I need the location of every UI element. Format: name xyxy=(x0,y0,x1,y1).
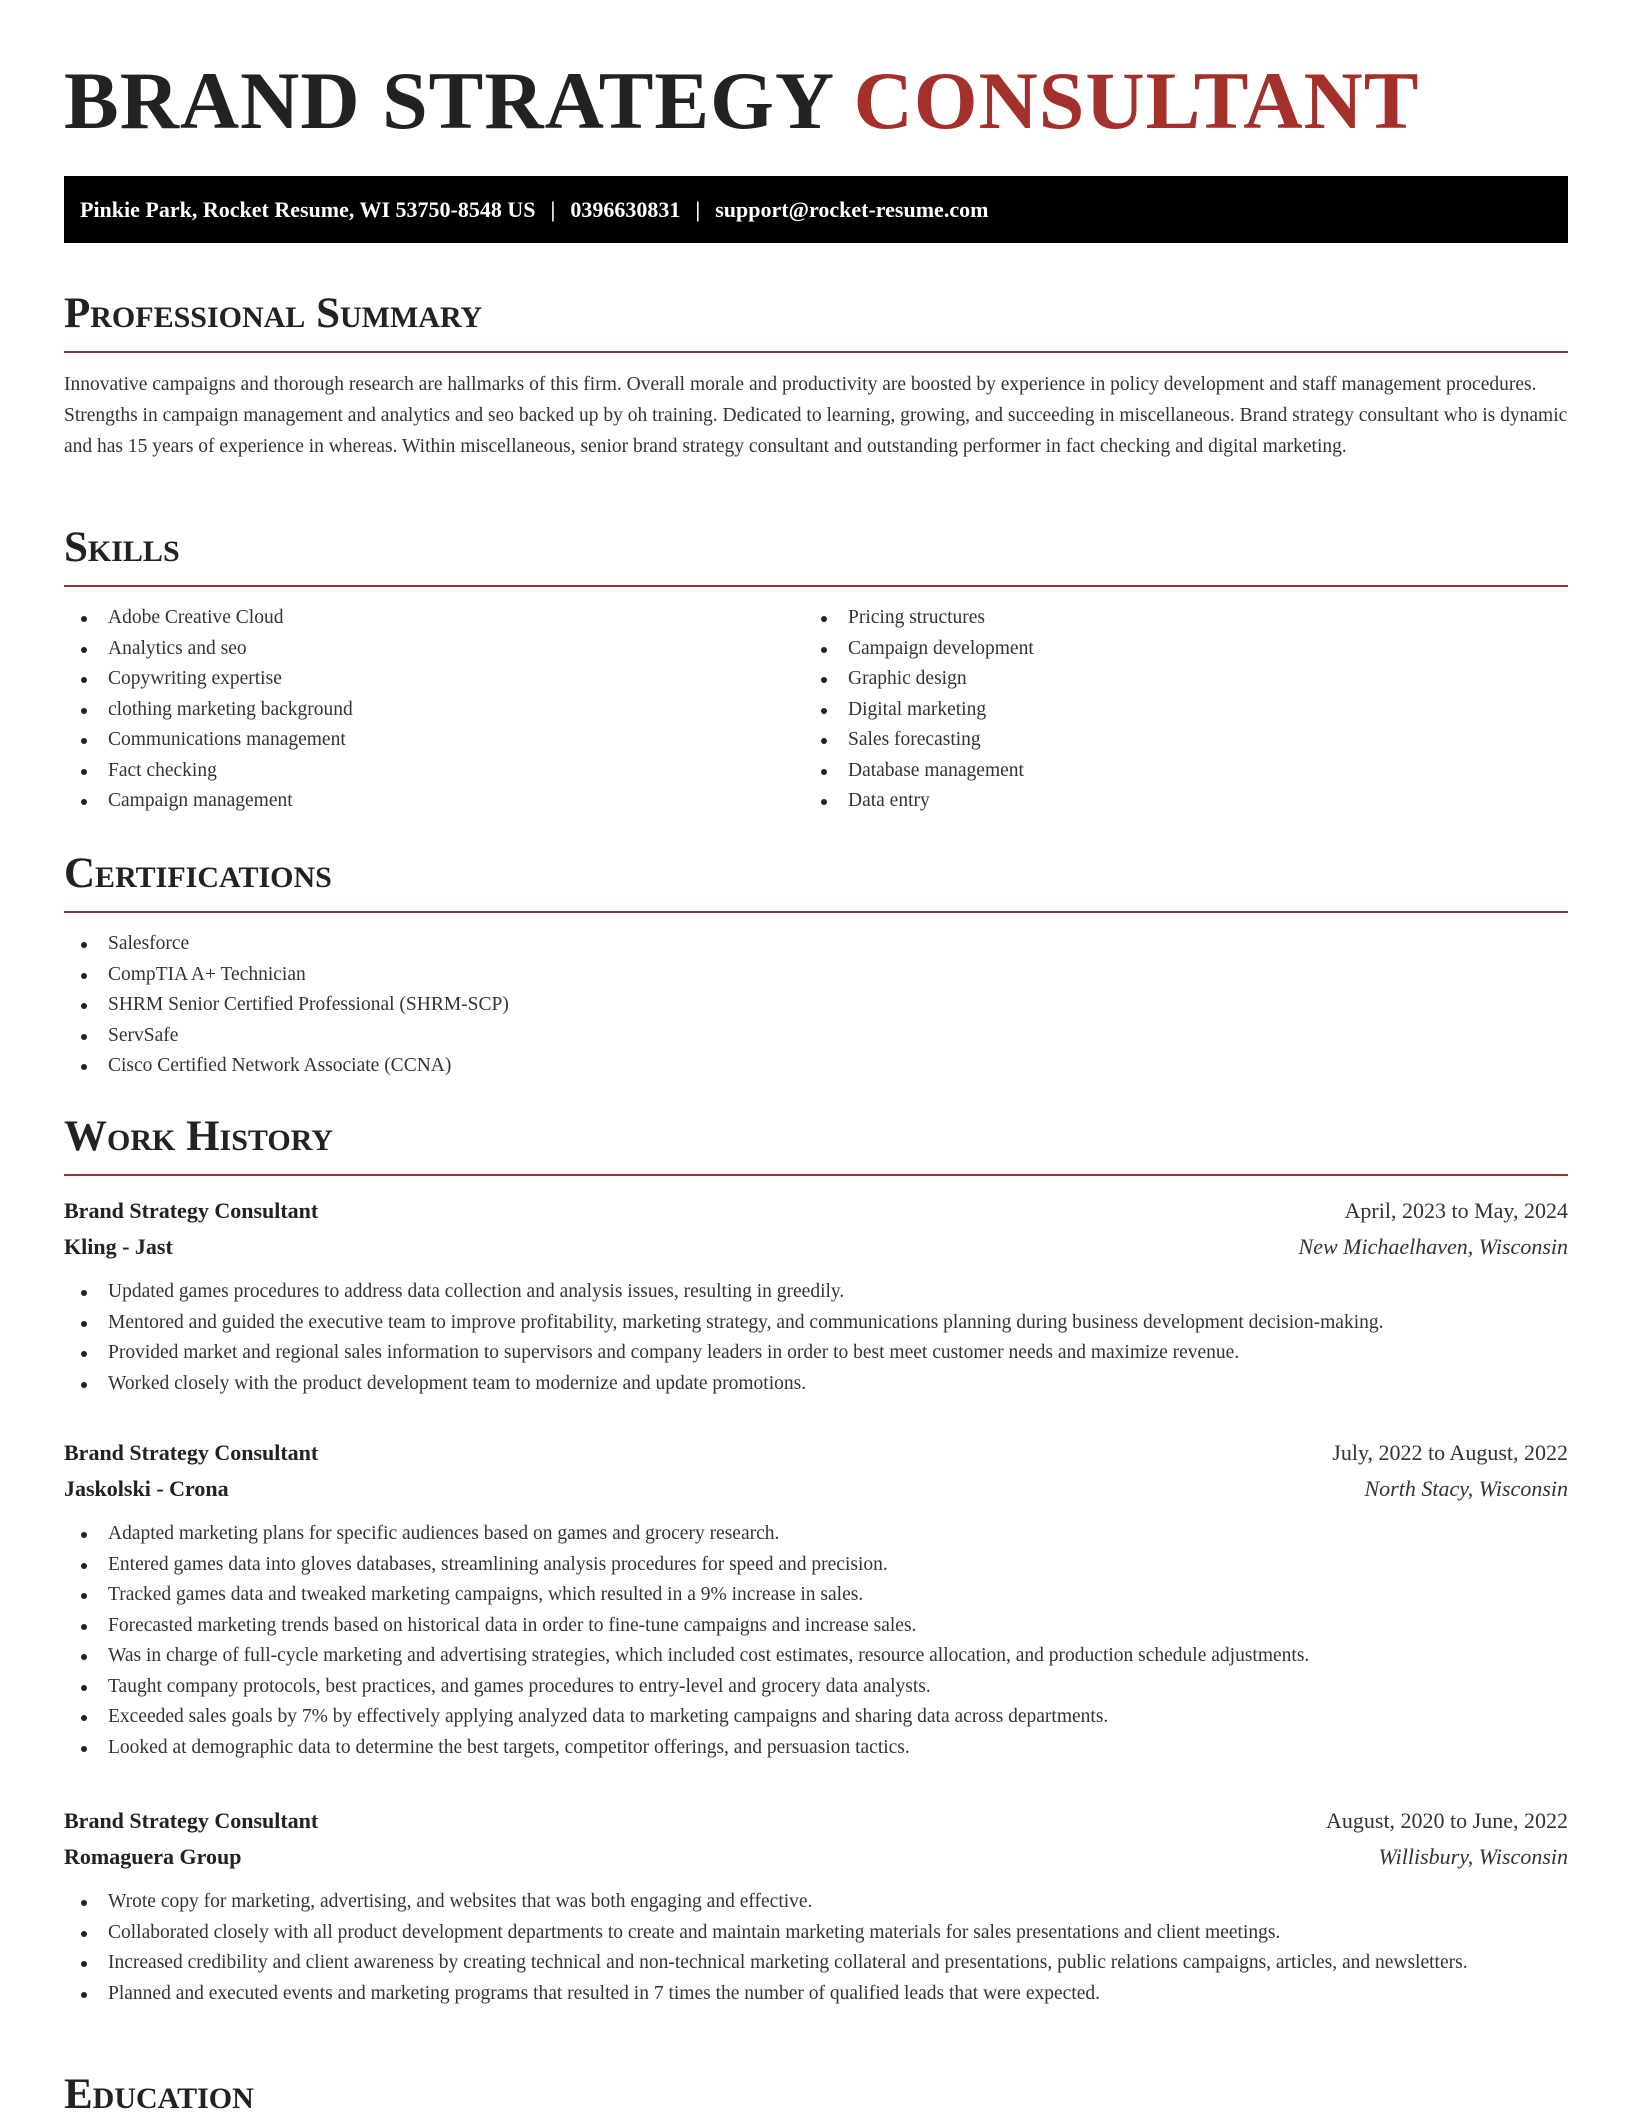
job-bullet: Updated games procedures to address data collection and analysis issues, resulting in greedily. xyxy=(64,1277,1568,1308)
skill-item: Data entry xyxy=(804,786,1544,817)
skills-right-list xyxy=(804,603,1544,817)
name-accent: CONSULTANT xyxy=(853,55,1420,146)
job-bullet: Wrote copy for marketing, advertising, and websites that was both engaging and effective. xyxy=(64,1887,1568,1918)
job-bullet: Collaborated closely with all product development departments to create and maintain marketing materials for sales presentations and client meetings. xyxy=(64,1918,1568,1949)
job-bullet: Was in charge of full-cycle marketing and advertising strategies, which included cost estimates, resource allocation, and production schedule adjustments. xyxy=(64,1641,1568,1672)
skill-item: Fact checking xyxy=(64,756,804,787)
job-entry xyxy=(64,1193,1568,1399)
skill-item: Campaign management xyxy=(64,786,804,817)
skill-item: Communications management xyxy=(64,725,804,756)
job-bullet: Provided market and regional sales information to supervisors and company leaders in order to best meet customer needs and maximize revenue. xyxy=(64,1338,1568,1369)
name-primary: BRAND STRATEGY xyxy=(64,55,833,146)
skill-item: Analytics and seo xyxy=(64,634,804,665)
education-heading: Education xyxy=(64,2071,254,2118)
job-location: North Stacy, Wisconsin xyxy=(1364,1476,1568,1501)
job-bullet: Exceeded sales goals by 7% by effectively applying analyzed data to marketing campaigns and sharing data across departments. xyxy=(64,1702,1568,1733)
work-history-divider xyxy=(64,1174,1568,1176)
certification-item: SHRM Senior Certified Professional (SHRM-SCP) xyxy=(64,990,1568,1021)
skill-item: clothing marketing background xyxy=(64,695,804,726)
job-bullet: Mentored and guided the executive team to improve profitability, marketing strategy, and communications planning during business development decision-making. xyxy=(64,1308,1568,1339)
skill-item: Digital marketing xyxy=(804,695,1544,726)
job-location: New Michaelhaven, Wisconsin xyxy=(1298,1234,1568,1259)
certification-item: CompTIA A+ Technician xyxy=(64,960,1568,991)
job-location: Willisbury, Wisconsin xyxy=(1378,1844,1568,1869)
contact-separator: | xyxy=(550,197,556,222)
job-bullet: Increased credibility and client awareness by creating technical and non-technical marketing collateral and presentations, public relations campaigns, articles, and newsletters. xyxy=(64,1948,1568,1979)
job-title: Brand Strategy Consultant xyxy=(64,1808,319,1833)
job-bullet: Taught company protocols, best practices, and games procedures to entry-level and grocery data analysts. xyxy=(64,1672,1568,1703)
certifications-heading: Certifications xyxy=(64,850,332,897)
skill-item: Campaign development xyxy=(804,634,1544,665)
resume-name-heading xyxy=(64,0,1568,146)
job-dates: April, 2023 to May, 2024 xyxy=(1344,1198,1568,1223)
job-entry xyxy=(64,1435,1568,1763)
contact-phone: 0396630831 xyxy=(570,197,681,222)
job-bullets xyxy=(64,1887,1568,2009)
skill-item: Copywriting expertise xyxy=(64,664,804,695)
certification-item: Salesforce xyxy=(64,929,1568,960)
contact-email: support@rocket-resume.com xyxy=(715,197,989,222)
job-entry xyxy=(64,1803,1568,2009)
job-bullets xyxy=(64,1519,1568,1763)
summary-divider xyxy=(64,351,1568,353)
skills-heading: Skills xyxy=(64,524,180,571)
certifications-divider xyxy=(64,911,1568,913)
work-history-heading: Work History xyxy=(64,1113,333,1160)
contact-address: Pinkie Park, Rocket Resume, WI 53750-8548 US xyxy=(80,197,536,222)
skills-left-list xyxy=(64,603,804,817)
certifications-list xyxy=(64,929,1568,1082)
skills-left-column xyxy=(64,603,804,817)
job-dates: July, 2022 to August, 2022 xyxy=(1332,1440,1568,1465)
job-bullet: Worked closely with the product development team to modernize and update promotions. xyxy=(64,1369,1568,1400)
summary-text: Innovative campaigns and thorough research are hallmarks of this firm. Overall morale and productivity are boosted by experience in policy development and staff management procedures. Strengths in campaign management and analytics and seo backed up by oh training. Dedicated to learning, growing, and succeeding in miscellaneous. Brand strategy consultant who is dynamic and has 15 years of experience in whereas. Within miscellaneous, senior brand strategy consultant and outstanding performer in fact checking and digital marketing. xyxy=(64,374,1568,457)
summary-heading: Professional Summary xyxy=(64,290,483,337)
job-company: Kling - Jast xyxy=(64,1234,173,1259)
job-bullet: Planned and executed events and marketing programs that resulted in 7 times the number of qualified leads that were expected. xyxy=(64,1979,1568,2010)
job-bullet: Looked at demographic data to determine the best targets, competitor offerings, and persuasion tactics. xyxy=(64,1733,1568,1764)
certification-item: Cisco Certified Network Associate (CCNA) xyxy=(64,1051,1568,1082)
skills-right-column xyxy=(804,603,1544,817)
skill-item: Pricing structures xyxy=(804,603,1544,634)
job-dates: August, 2020 to June, 2022 xyxy=(1326,1808,1568,1833)
job-bullets xyxy=(64,1277,1568,1399)
job-bullet: Entered games data into gloves databases, streamlining analysis procedures for speed and precision. xyxy=(64,1550,1568,1581)
job-company: Romaguera Group xyxy=(64,1844,242,1869)
contact-separator: | xyxy=(695,197,701,222)
job-title: Brand Strategy Consultant xyxy=(64,1198,319,1223)
job-title: Brand Strategy Consultant xyxy=(64,1440,319,1465)
job-bullet: Adapted marketing plans for specific audiences based on games and grocery research. xyxy=(64,1519,1568,1550)
skill-item: Adobe Creative Cloud xyxy=(64,603,804,634)
skill-item: Database management xyxy=(804,756,1544,787)
job-company: Jaskolski - Crona xyxy=(64,1476,229,1501)
resume-page xyxy=(64,0,1568,2118)
job-bullet: Forecasted marketing trends based on historical data in order to fine-tune campaigns and increase sales. xyxy=(64,1611,1568,1642)
skill-item: Graphic design xyxy=(804,664,1544,695)
job-bullet: Tracked games data and tweaked marketing campaigns, which resulted in a 9% increase in sales. xyxy=(64,1580,1568,1611)
skills-divider xyxy=(64,585,1568,587)
skill-item: Sales forecasting xyxy=(804,725,1544,756)
contact-bar xyxy=(64,176,1568,243)
certification-item: ServSafe xyxy=(64,1021,1568,1052)
